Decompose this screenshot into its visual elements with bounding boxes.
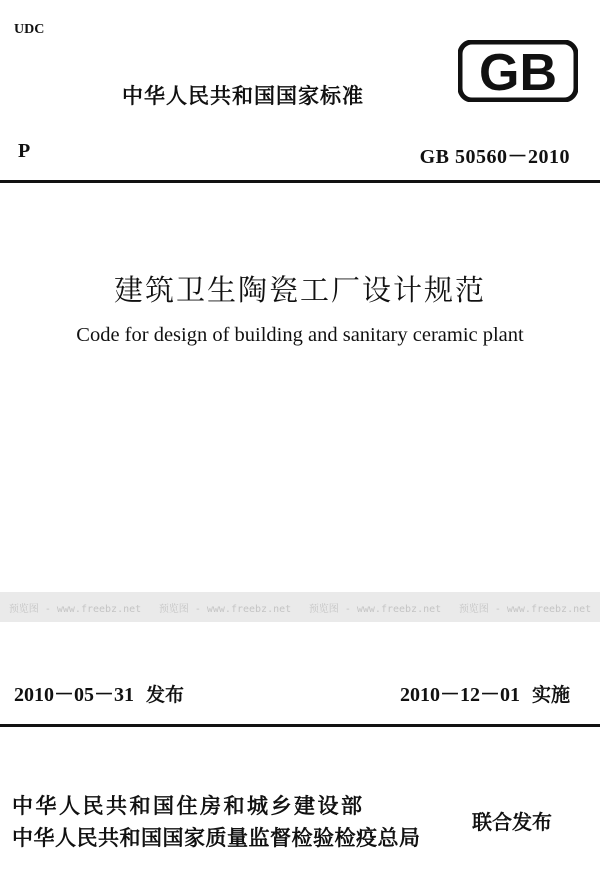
top-divider <box>0 180 600 183</box>
watermark-band <box>0 592 600 622</box>
udc-label: UDC <box>14 22 45 37</box>
publisher-aqsiq: 中华人民共和国国家质量监督检验检疫总局 <box>12 826 421 850</box>
issue-date: 2010－05－31 <box>14 684 134 706</box>
joint-publish-label: 联合发布 <box>472 810 552 834</box>
title-english: Code for design of building and sanitary ceramic plant <box>76 324 524 346</box>
effective-label: 实施 <box>531 684 570 706</box>
watermark-text: 预览图 - www.freebz.net <box>308 603 442 615</box>
gb-logo <box>458 40 578 102</box>
bottom-divider <box>0 724 600 727</box>
standard-number: GB 50560－2010 <box>419 146 570 168</box>
watermark-text: 预览图 - www.freebz.net <box>458 603 592 615</box>
issue-date-line <box>14 678 184 707</box>
standard-category: 中华人民共和国国家标准 <box>122 84 364 108</box>
watermark-text: 预览图 - www.freebz.net <box>158 603 292 615</box>
publisher-ministry: 中华人民共和国住房和城乡建设部 <box>12 794 365 818</box>
gb-logo-text: GB <box>479 44 557 102</box>
effective-date-line <box>400 678 570 707</box>
classification-code: P <box>18 140 31 162</box>
title-chinese: 建筑卫生陶瓷工厂设计规范 <box>113 273 486 307</box>
watermark-text: 预览图 - www.freebz.net <box>8 603 142 615</box>
issue-label: 发布 <box>146 684 185 706</box>
effective-date: 2010－12－01 <box>399 684 520 706</box>
